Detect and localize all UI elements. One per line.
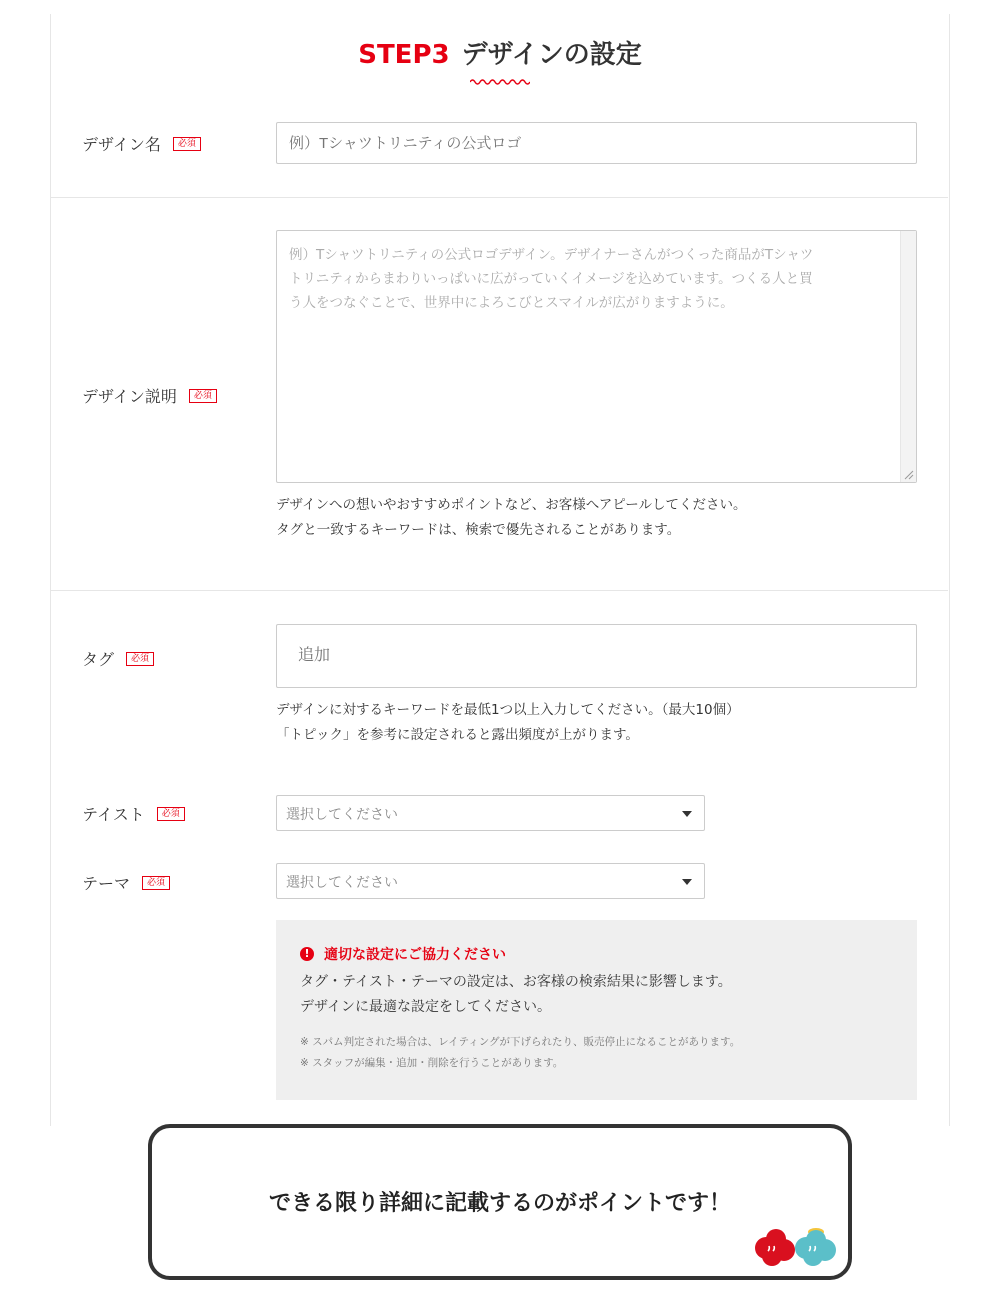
theme-label: [82, 871, 170, 894]
design-description-label-text: デザイン説明: [82, 387, 177, 406]
notice-body: [300, 970, 732, 1020]
title-underline-wave: [470, 77, 530, 87]
title-text: デザインの設定: [461, 40, 642, 70]
taste-select[interactable]: [276, 795, 705, 831]
alert-icon: !: [300, 947, 314, 961]
notice-heading: [300, 944, 506, 964]
notice-line: タグ・テイスト・テーマの設定は、お客様の検索結果に影響します。: [300, 974, 732, 990]
textarea-scrollbar[interactable]: [900, 231, 916, 482]
theme-label-text: テーマ: [82, 874, 131, 893]
teal-mascot-icon: [795, 1228, 836, 1266]
placeholder-line: う人をつなぐことで、世界中によろこびとスマイルが広がりますように。: [289, 295, 734, 311]
taste-selected-value: 選択してください: [286, 807, 398, 823]
theme-select[interactable]: [276, 863, 705, 899]
design-name-input[interactable]: [276, 122, 917, 164]
design-name-label-text: デザイン名: [82, 135, 161, 154]
notice-line: デザインに最適な設定をしてください。: [300, 999, 552, 1015]
required-badge: 必須: [142, 876, 170, 890]
taste-label: [82, 802, 185, 825]
callout-message: できる限り詳細に記載するのがポイントです！: [268, 1191, 731, 1216]
required-badge: 必須: [157, 807, 185, 821]
tag-label: [82, 647, 154, 670]
help-line: 「トピック」を参考に設定されると露出頻度が上がります。: [276, 727, 639, 743]
page-title: [0, 34, 1000, 71]
placeholder-line: 例）Tシャツトリニティの公式ロゴデザイン。デザイナーさんがつくった商品がTシャツ: [289, 247, 814, 263]
help-line: デザインに対するキーワードを最低1つ以上入力してください。（最大10個）: [276, 702, 740, 718]
callout-bubble: [148, 1124, 852, 1280]
section-divider: [51, 197, 948, 198]
design-name-label: [82, 132, 201, 155]
theme-selected-value: 選択してください: [286, 875, 398, 891]
required-badge: 必須: [189, 389, 217, 403]
mascot-icon: [752, 1222, 842, 1272]
resize-grip-icon[interactable]: [902, 468, 914, 480]
help-line: デザインへの想いやおすすめポイントなど、お客様へアピールしてください。: [276, 497, 747, 513]
chevron-down-icon: [682, 879, 692, 885]
notice-notes: [300, 1032, 740, 1074]
red-mascot-icon: [755, 1229, 795, 1266]
description-placeholder: [289, 243, 889, 315]
notice-note: ※ スタッフが編集・追加・削除を行うことがあります。: [300, 1057, 564, 1069]
notice-box: [276, 920, 917, 1100]
description-help-text: [276, 493, 746, 543]
taste-label-text: テイスト: [82, 805, 145, 824]
help-line: タグと一致するキーワードは、検索で優先されることがあります。: [276, 522, 681, 538]
tag-help-text: [276, 698, 740, 748]
notice-heading-text: 適切な設定にご協力ください: [324, 947, 506, 963]
step-label: STEP3: [358, 40, 450, 70]
tag-input[interactable]: [276, 624, 917, 688]
tag-label-text: タグ: [82, 650, 115, 669]
design-description-textarea[interactable]: [276, 230, 917, 483]
required-badge: 必須: [173, 137, 201, 151]
design-description-label: [82, 384, 217, 407]
notice-note: ※ スパム判定された場合は、レイティングが下げられたり、販売停止になることがあります。: [300, 1036, 741, 1048]
section-divider: [51, 590, 948, 591]
placeholder-line: トリニティからまわりいっぱいに広がっていくイメージを込めています。つくる人と買: [289, 271, 813, 287]
chevron-down-icon: [682, 811, 692, 817]
required-badge: 必須: [126, 652, 154, 666]
